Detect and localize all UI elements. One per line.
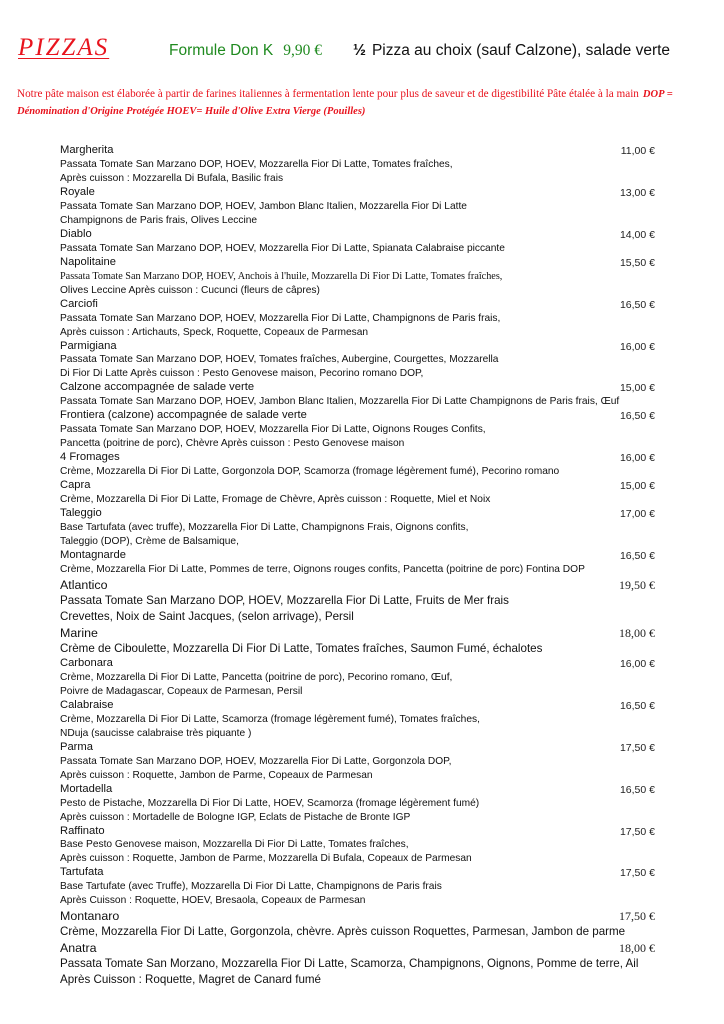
pizza-name: Montanaro: [60, 909, 120, 924]
pizza-name: 4 Fromages: [60, 451, 120, 464]
pizza-name: Mortadella: [60, 782, 113, 795]
formule-price: 9,90 €: [283, 42, 322, 59]
page-title: PIZZAS: [18, 34, 110, 61]
pizza-price: 15,00 €: [619, 382, 655, 395]
pizza-price: 17,50 €: [619, 741, 655, 754]
pizza-ingredients: Crème, Mozzarella Di Fior Di Latte, Gorgonzola DOP, Scamorza (fromage légèrement fumé), Pecorino romano: [60, 466, 560, 478]
pizza-ingredients: Passata Tomate San Marzano DOP, HOEV, Mozzarella Fior Di Latte, Champignons de Paris frais,: [60, 312, 501, 324]
pizza-ingredients: Passata Tomate San Marzano DOP, HOEV, Mozzarella Fior Di Latte, Gorgonzola DOP,: [60, 755, 452, 767]
pizza-name: Montagnarde: [60, 548, 126, 561]
pizza-name: Royale: [60, 185, 95, 198]
pizza-ingredients: Passata Tomate San Marzano DOP, HOEV, Mozzarella Fior Di Latte, Fruits de Mer frais: [60, 593, 509, 607]
pizza-ingredients: Après cuisson : Roquette, Jambon de Parme, Copeaux de Parmesan: [60, 769, 373, 781]
pizza-price: 16,00 €: [619, 657, 655, 670]
pizza-ingredients: Après cuisson : Mortadelle de Bologne IGP, Eclats de Pistache de Bronte IGP: [60, 811, 411, 823]
pizza-name: Capra: [60, 479, 91, 492]
pizza-ingredients: Crème, Mozzarella Di Fior Di Latte, Fromage de Chèvre, Après cuisson : Roquette, Miel et Noix: [60, 494, 491, 506]
menu-item: [60, 256, 700, 298]
pizza-name: Anatra: [60, 941, 97, 956]
pizza-price: 16,50 €: [619, 549, 655, 562]
intro-definitions: DOP = Dénomination d'Origine Protégée HOEV= Huile d'Olive Extra Vierge (Pouilles): [17, 89, 673, 117]
menu-item: [60, 741, 700, 783]
pizza-ingredients: Poivre de Madagascar, Copeaux de Parmesan, Persil: [60, 685, 303, 697]
pizza-ingredients: Pancetta (poitrine de porc), Chèvre Après cuisson : Pesto Genovese maison: [60, 438, 405, 450]
pizza-name: Calabraise: [60, 698, 114, 711]
pizza-name: Margherita: [60, 144, 114, 156]
pizza-ingredients: Passata Tomate San Marzano DOP, HOEV, Tomates fraîches, Aubergine, Courgettes, Mozzarella: [60, 354, 499, 366]
pizza-name: Atlantico: [60, 577, 108, 592]
pizza-ingredients: Après Cuisson : Roquette, Magret de Canard fumé: [60, 973, 321, 987]
pizza-price: 15,00 €: [619, 480, 655, 493]
formule-desc-text: Pizza au choix (sauf Calzone), salade verte: [371, 42, 671, 59]
pizza-ingredients: Base Tartufata (avec truffe), Mozzarella Fior Di Latte, Champignons Frais, Oignons confits,: [60, 521, 469, 533]
pizza-ingredients: Passata Tomate San Marzano DOP, HOEV, Mozzarella Fior Di Latte, Tomates fraîches,: [60, 158, 453, 170]
pizza-price: 13,00 €: [619, 186, 655, 199]
pizza-name: Carbonara: [60, 656, 113, 669]
menu-header: [18, 34, 724, 68]
pizza-list: [60, 144, 700, 988]
pizza-name: Calzone accompagnée de salade verte: [60, 381, 255, 394]
menu-item: [60, 144, 700, 186]
pizza-name: Diablo: [60, 227, 92, 240]
pizza-ingredients: Passata Tomate San Marzano DOP, HOEV, Jambon Blanc Italien, Mozzarella Fior Di Latte Champignons de Paris frais, Œuf: [60, 396, 620, 408]
menu-item: [60, 228, 700, 256]
pizza-price: 17,50 €: [619, 909, 655, 924]
menu-item: [60, 625, 700, 657]
pizza-ingredients: Base Pesto Genovese maison, Mozzarella Di Fior Di Latte, Tomates fraîches,: [60, 839, 409, 851]
pizza-price: 16,00 €: [619, 340, 655, 353]
pizza-price: 17,50 €: [619, 867, 655, 880]
pizza-ingredients: Après cuisson : Roquette, Jambon de Parme, Mozzarella Di Bufala, Copeaux de Parmesan: [60, 853, 472, 865]
menu-item: [60, 783, 700, 825]
pizza-price: 16,50 €: [619, 699, 655, 712]
menu-item: [60, 866, 700, 908]
menu-item: [60, 409, 700, 451]
menu-item: [60, 451, 700, 479]
menu-item: [60, 549, 700, 577]
pizza-ingredients: Passata Tomate San Marzano DOP, HOEV, Mozzarella Fior Di Latte, Spianata Calabraise piccante: [60, 242, 505, 254]
menu-item: [60, 479, 700, 507]
pizza-name: Taleggio: [60, 507, 102, 520]
pizza-name: Frontiera (calzone) accompagnée de salade verte: [60, 409, 307, 422]
pizza-name: Marine: [60, 625, 98, 640]
intro-text: Notre pâte maison est élaborée à partir de farines italiennes à fermentation lente pour plus de saveur et de digestibilité Pâte étalée à la main: [17, 88, 639, 100]
menu-item: [60, 298, 700, 340]
formule-offer: [169, 42, 322, 60]
menu-item: [60, 577, 700, 625]
pizza-ingredients: Passata Tomate San Marzano DOP, HOEV, Jambon Blanc Italien, Mozzarella Fior Di Latte: [60, 200, 467, 212]
pizza-name: Parmigiana: [60, 339, 117, 352]
formule-half: ½: [353, 42, 366, 59]
pizza-price: 14,00 €: [619, 228, 655, 241]
menu-item: [60, 699, 700, 741]
pizza-name: Tartufata: [60, 866, 104, 879]
pizza-price: 15,50 €: [619, 256, 655, 269]
menu-item: [60, 908, 700, 940]
pizza-name: Parma: [60, 740, 93, 753]
menu-item: [60, 825, 700, 867]
pizza-price: 16,00 €: [619, 452, 655, 465]
menu-item: [60, 507, 700, 549]
pizza-ingredients: Pesto de Pistache, Mozzarella Di Fior Di Latte, HOEV, Scamorza (fromage légèrement fumé): [60, 797, 480, 809]
pizza-ingredients: Crème, Mozzarella Fior Di Latte, Pommes de terre, Oignons rouges confits, Pancetta (poitrine de porc) Fontina DOP: [60, 563, 585, 575]
pizza-ingredients: Après cuisson : Artichauts, Speck, Roquette, Copeaux de Parmesan: [60, 326, 369, 338]
pizza-ingredients: Crème, Mozzarella Di Fior Di Latte, Scamorza (fromage légèrement fumé), Tomates fraîches,: [60, 713, 480, 725]
pizza-price: 17,00 €: [619, 508, 655, 521]
menu-item: [60, 940, 700, 988]
pizza-price: 16,50 €: [619, 298, 655, 311]
pizza-price: 16,50 €: [619, 410, 655, 423]
pizza-ingredients: Passata Tomate San Marzano DOP, HOEV, Mozzarella Fior Di Latte, Oignons Rouges Confits,: [60, 424, 486, 436]
formule-description: [353, 42, 670, 60]
pizza-price: 18,00 €: [619, 941, 655, 956]
pizza-name: Carciofi: [60, 297, 98, 310]
pizza-ingredients: Crème de Ciboulette, Mozzarella Di Fior Di Latte, Tomates fraîches, Saumon Fumé, échalotes: [60, 641, 543, 655]
pizza-name: Raffinato: [60, 824, 105, 837]
pizza-ingredients: Après cuisson : Mozzarella Di Bufala, Basilic frais: [60, 172, 284, 184]
menu-item: [60, 186, 700, 228]
pizza-ingredients: Après Cuisson : Roquette, HOEV, Bresaola, Copeaux de Parmesan: [60, 895, 366, 907]
pizza-ingredients: Taleggio (DOP), Crème de Balsamique,: [60, 535, 239, 547]
pizza-ingredients: Crème, Mozzarella Fior Di Latte, Gorgonzola, chèvre. Après cuisson Roquettes, Parmesan, Jambon de parme: [60, 925, 626, 939]
pizza-price: 11,00 €: [620, 145, 655, 157]
pizza-ingredients: NDuja (saucisse calabraise très piquante ): [60, 727, 252, 739]
menu-item: [60, 657, 700, 699]
pizza-ingredients: Champignons de Paris frais, Olives Leccine: [60, 214, 258, 226]
formule-label: Formule Don K: [169, 42, 274, 59]
menu-item: [60, 340, 700, 382]
pizza-ingredients: Crème, Mozzarella Di Fior Di Latte, Pancetta (poitrine de porc), Pecorino romano, Œuf,: [60, 671, 453, 683]
intro-paragraph: [17, 86, 707, 120]
pizza-price: 17,50 €: [619, 825, 655, 838]
pizza-ingredients: Crevettes, Noix de Saint Jacques, (selon arrivage), Persil: [60, 609, 354, 623]
pizza-ingredients: Di Fior Di Latte Après cuisson : Pesto Genovese maison, Pecorino romano DOP,: [60, 368, 424, 380]
pizza-name: Napolitaine: [60, 255, 116, 268]
pizza-ingredients: Olives Leccine Après cuisson : Cucunci (fleurs de câpres): [60, 284, 320, 296]
pizza-ingredients: Base Tartufate (avec Truffe), Mozzarella Di Fior Di Latte, Champignons de Paris frais: [60, 881, 442, 893]
pizza-ingredients: Passata Tomate San Marzano DOP, HOEV, Anchois à l'huile, Mozzarella Di Fior Di Latte, Tomates fraîches,: [60, 270, 503, 282]
pizza-ingredients: Passata Tomate San Morzano, Mozzarella Fior Di Latte, Scamorza, Champignons, Oignons, Pomme de terre, Ail: [60, 957, 639, 971]
menu-item: [60, 381, 700, 409]
pizza-price: 16,50 €: [619, 783, 655, 796]
pizza-price: 19,50 €: [619, 577, 655, 592]
pizza-price: 18,00 €: [619, 625, 655, 640]
